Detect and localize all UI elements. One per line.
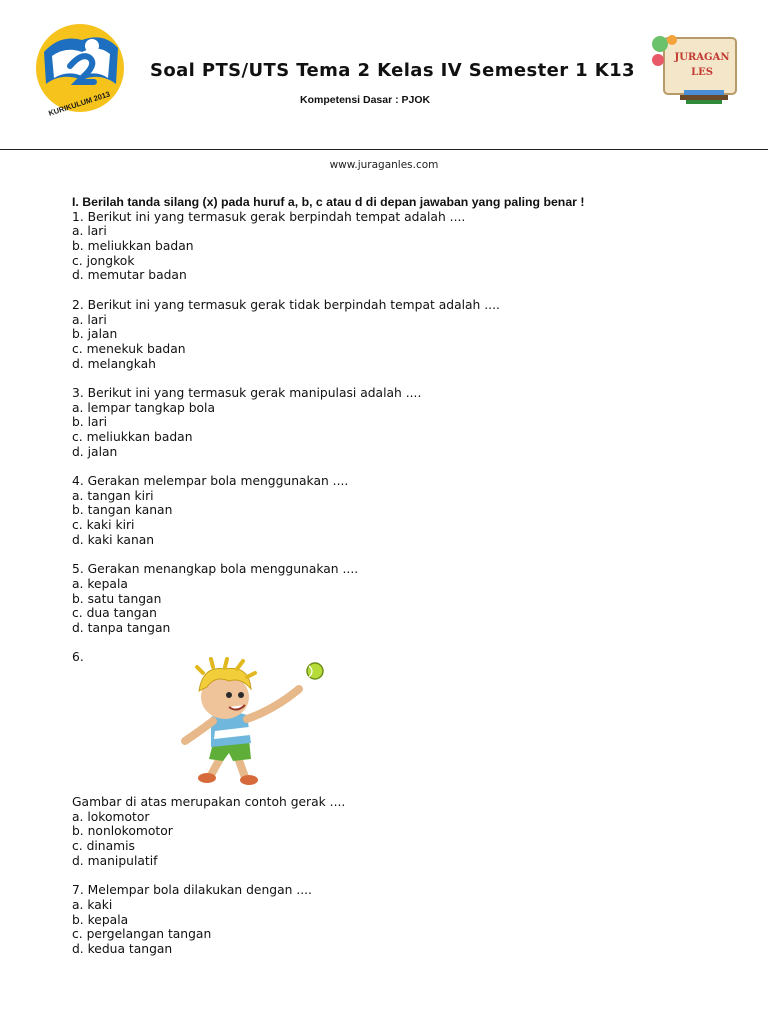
question-5: [72, 562, 732, 635]
question-text: 7. Melempar bola dilakukan dengan ....: [72, 883, 312, 898]
logo-left-text: KURIKULUM 2013: [47, 89, 112, 118]
option-b: b. meliukkan badan: [72, 239, 194, 254]
question-7: [72, 883, 732, 956]
question-sheet: [72, 195, 732, 971]
option-c: c. menekuk badan: [72, 341, 186, 356]
subtitle: Kompetensi Dasar : PJOK: [300, 94, 431, 106]
option-a: a. lempar tangkap bola: [72, 400, 216, 415]
option-b: b. lari: [72, 415, 108, 430]
option-d: d. manipulatif: [72, 853, 158, 868]
question-text: 1. Berikut ini yang termasuk gerak berpindah tempat adalah ....: [72, 209, 466, 224]
juragan-les-logo: [650, 30, 740, 104]
question-6-figure: [72, 665, 732, 795]
website-url: www.juraganles.com: [329, 159, 439, 171]
question-6: [72, 650, 732, 868]
question-text: 3. Berikut ini yang termasuk gerak manipulasi adalah ....: [72, 385, 422, 400]
option-d: d. jalan: [72, 444, 118, 459]
option-a: a. lokomotor: [72, 809, 150, 824]
instruction-text: I. Berilah tanda silang (x) pada huruf a, b, c atau d di depan jawaban yang paling benar !: [72, 195, 585, 209]
option-d: d. kedua tangan: [72, 941, 173, 956]
question-1: [72, 210, 732, 283]
option-b: b. nonlokomotor: [72, 824, 173, 839]
option-b: b. tangan kanan: [72, 503, 173, 518]
option-a: a. lari: [72, 312, 107, 327]
option-c: c. jongkok: [72, 253, 135, 268]
page-title: Soal PTS/UTS Tema 2 Kelas IV Semester 1 K13: [150, 60, 635, 81]
logo-right-text-bottom: LES: [691, 67, 713, 78]
boy-throwing-ball-illustration: [167, 657, 327, 787]
option-c: c. dinamis: [72, 839, 135, 854]
option-c: c. kaki kiri: [72, 518, 135, 533]
header-divider: [0, 149, 768, 150]
question-text: 2. Berikut ini yang termasuk gerak tidak berpindah tempat adalah ....: [72, 297, 500, 312]
option-b: b. satu tangan: [72, 591, 162, 606]
kurikulum-2013-logo: [30, 22, 132, 118]
option-d: d. kaki kanan: [72, 532, 155, 547]
option-d: d. tanpa tangan: [72, 620, 171, 635]
option-a: a. kepala: [72, 576, 128, 591]
question-4: [72, 474, 732, 547]
option-b: b. jalan: [72, 327, 118, 342]
question-text: Gambar di atas merupakan contoh gerak ....: [72, 795, 346, 810]
question-number: 6.: [72, 650, 84, 665]
option-d: d. memutar badan: [72, 268, 187, 283]
option-c: c. meliukkan badan: [72, 430, 193, 445]
question-2: [72, 298, 732, 371]
option-a: a. tangan kiri: [72, 488, 154, 503]
option-b: b. kepala: [72, 912, 129, 927]
option-d: d. melangkah: [72, 356, 156, 371]
option-c: c. dua tangan: [72, 606, 157, 621]
question-text: 4. Gerakan melempar bola menggunakan ....: [72, 474, 349, 489]
option-a: a. lari: [72, 224, 107, 239]
question-text: 5. Gerakan menangkap bola menggunakan ....: [72, 562, 359, 577]
option-a: a. kaki: [72, 897, 113, 912]
question-3: [72, 386, 732, 459]
logo-right-text-top: JURAGAN: [674, 52, 730, 63]
option-c: c. pergelangan tangan: [72, 927, 212, 942]
